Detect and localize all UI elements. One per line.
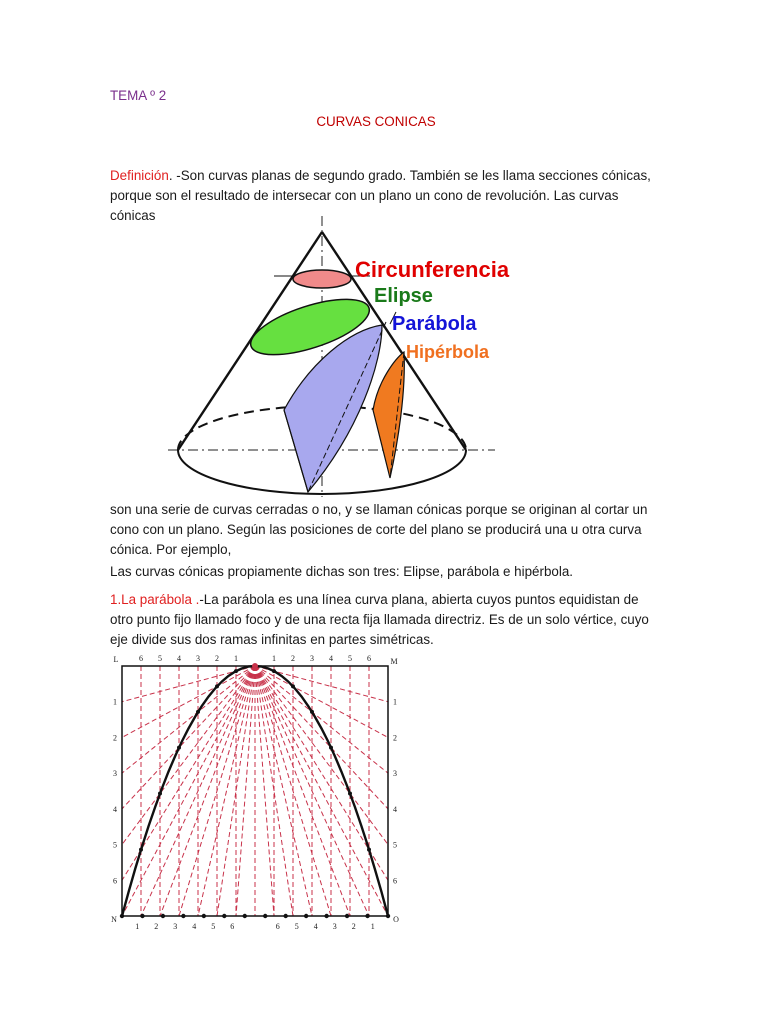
curve-point	[196, 710, 200, 714]
hyperbola-section	[373, 352, 404, 478]
top-tick-label: 2	[215, 654, 219, 663]
bottom-point	[181, 914, 185, 918]
top-tick-label: 4	[329, 654, 333, 663]
ray-line	[255, 666, 274, 916]
bottom-point	[120, 914, 124, 918]
curve-point	[215, 684, 219, 688]
right-tick-label: 2	[393, 733, 397, 743]
right-tick-label: 3	[393, 769, 397, 779]
circle-section	[293, 270, 351, 288]
bottom-tick-label: 1	[370, 922, 375, 930]
tick-labels	[111, 654, 399, 930]
bottom-point	[161, 914, 165, 918]
curve-point	[367, 848, 371, 852]
tema-label: TEMA º 2	[110, 88, 167, 103]
parabola-definition: -La parábola es una línea curva plana, abierta cuyos puntos equidistan de otro punto fijo llamado foco y de una recta fija llamada directriz. Es de un solo vértice, cuyo eje divide sus dos ramas infinitas en partes simétricas.	[110, 592, 649, 647]
corner-label: O	[393, 915, 399, 924]
bottom-tick-label: 5	[211, 922, 216, 930]
bottom-tick-label: 5	[294, 922, 299, 930]
bottom-point	[365, 914, 369, 918]
bottom-point	[345, 914, 349, 918]
left-tick-label: 5	[113, 840, 117, 850]
top-tick-label: 3	[310, 654, 314, 663]
label-circunferencia: Circunferencia	[355, 257, 510, 282]
ray-line	[122, 666, 255, 916]
bottom-tick-label: 6	[275, 922, 280, 930]
curve-point	[234, 669, 238, 673]
bottom-point	[386, 914, 390, 918]
curve-point	[310, 710, 314, 714]
bottom-point	[243, 914, 247, 918]
curve-point	[272, 669, 276, 673]
right-tick-label: 6	[393, 876, 397, 886]
body-paragraph-2: Las curvas cónicas propiamente dichas son tres: Elipse, parábola e hipérbola.	[110, 564, 573, 579]
ray-line	[122, 666, 255, 809]
curve-point	[348, 792, 352, 796]
top-tick-label: 1	[272, 654, 276, 663]
ray-line	[160, 666, 255, 916]
top-tick-label: 2	[291, 654, 295, 663]
bottom-tick-label: 2	[154, 922, 159, 930]
bottom-tick-label: 4	[313, 922, 318, 930]
curve-point	[139, 848, 143, 852]
curve-point	[158, 792, 162, 796]
bottom-tick-label: 6	[230, 922, 235, 930]
body-paragraph-3	[110, 590, 658, 650]
curve-point	[177, 746, 181, 750]
right-tick-label: 4	[393, 804, 397, 814]
parabola-construction-figure	[105, 650, 405, 930]
left-tick-label: 4	[113, 804, 117, 814]
curve-point	[291, 684, 295, 688]
top-tick-label: 3	[196, 654, 200, 663]
parabola-heading: 1.La parábola .	[110, 592, 200, 607]
ray-line	[255, 666, 388, 916]
bottom-tick-label: 1	[135, 922, 140, 930]
top-tick-label: 4	[177, 654, 181, 663]
right-tick-label: 5	[393, 840, 397, 850]
left-tick-label: 2	[113, 733, 117, 743]
bottom-tick-label: 3	[173, 922, 178, 930]
definition-label: Definición	[110, 168, 169, 183]
page-title	[0, 112, 768, 132]
right-tick-label: 1	[393, 697, 397, 707]
ray-line	[255, 666, 350, 916]
bottom-point	[304, 914, 308, 918]
page-title-text: CURVAS CONICAS	[316, 114, 436, 129]
bottom-tick-label: 3	[332, 922, 337, 930]
label-parabola: Parábola	[392, 313, 477, 335]
bottom-point	[140, 914, 144, 918]
top-tick-label: 6	[367, 654, 371, 663]
top-tick-label: 1	[234, 654, 238, 663]
bottom-point	[283, 914, 287, 918]
bottom-point	[222, 914, 226, 918]
top-tick-label: 5	[348, 654, 352, 663]
bottom-point	[324, 914, 328, 918]
left-tick-label: 3	[113, 769, 117, 779]
left-tick-label: 6	[113, 876, 117, 886]
bottom-point	[263, 914, 267, 918]
body-paragraph-1: son una serie de curvas cerradas o no, y se llaman cónicas porque se originan al cortar un cono con un plano. Según las posiciones de corte del plano se producirá una u otra curva cónica. Por ejemplo,	[110, 502, 648, 557]
top-tick-label: 5	[158, 654, 162, 663]
label-elipse: Elipse	[374, 285, 433, 307]
top-tick-label: 6	[139, 654, 143, 663]
curve-point	[329, 746, 333, 750]
bottom-tick-label: 4	[192, 922, 197, 930]
ray-line	[255, 666, 312, 916]
bottom-tick-label: 2	[351, 922, 356, 930]
bottom-point	[202, 914, 206, 918]
cone-sections-figure	[160, 212, 520, 502]
corner-label: L	[113, 655, 119, 664]
label-hiperbola: Hipérbola	[406, 342, 490, 362]
ray-line	[236, 666, 255, 916]
corner-label: N	[111, 915, 117, 924]
corner-label: M	[390, 657, 398, 666]
ray-line	[198, 666, 255, 916]
vertex-point	[252, 663, 258, 669]
ray-line	[255, 666, 388, 809]
definition-text: . -Son curvas planas de segundo grado. También se les llama secciones cónicas, porque son el resultado de intersecar con un plano un cono de revolución. Las curvas cónicas	[110, 168, 651, 223]
left-tick-label: 1	[113, 697, 117, 707]
